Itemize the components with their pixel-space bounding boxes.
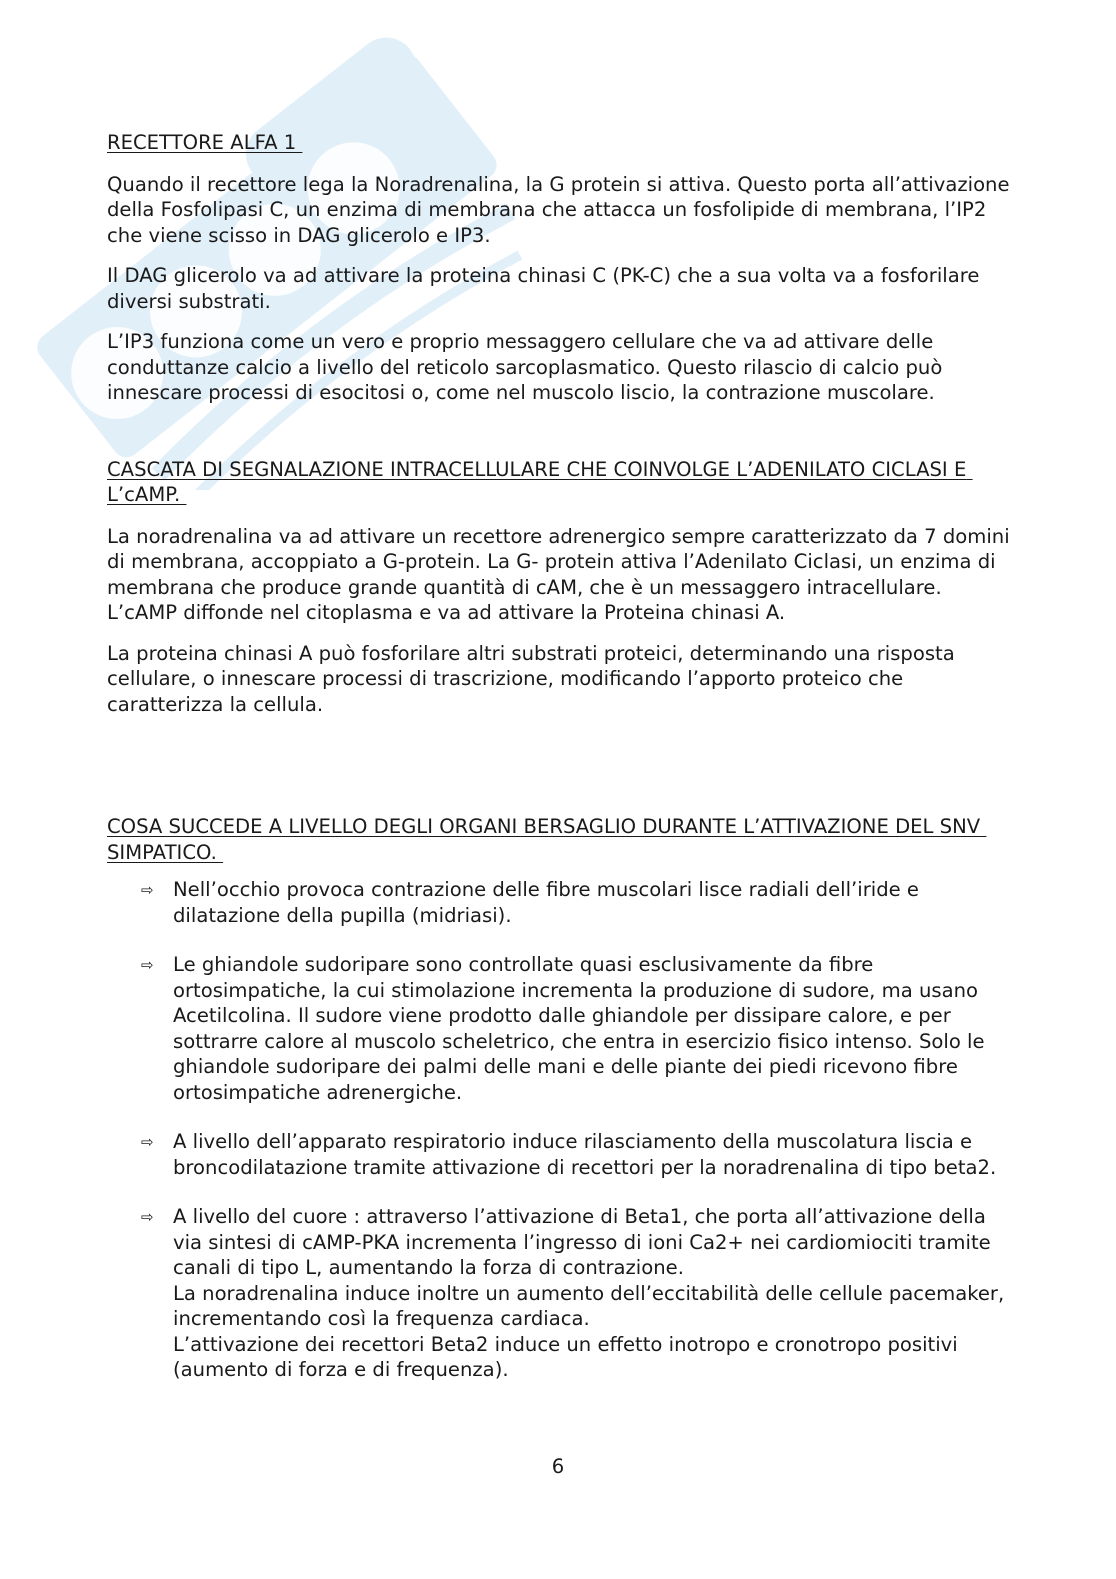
list-item: [107, 1129, 1012, 1180]
list-item-text: A livello dell’apparato respiratorio induce rilasciamento della muscolatura liscia e broncodilatazione tramite attivazione di recettori per la noradrenalina di tipo beta2.: [173, 1130, 997, 1179]
list-item: [107, 877, 1012, 928]
paragraph: La noradrenalina va ad attivare un recettore adrenergico sempre caratterizzato da 7 domini di membrana, accoppiato a G-protein. La G- protein attiva l’Adenilato Ciclasi, un enzima di membrana che produce grande quantità di cAM, che è un messaggero intracellulare. L’cAMP diffonde nel citoplasma e va ad attivare la Proteina chinasi A.: [107, 524, 1010, 624]
section-heading: CASCATA DI SEGNALAZIONE INTRACELLULARE CHE COINVOLGE L’ADENILATO CICLASI E L’cAMP.: [107, 457, 973, 506]
arrow-right-icon: ⇨: [141, 1208, 154, 1226]
section-recettore-alfa: [107, 130, 1012, 406]
paragraph: La proteina chinasi A può fosforilare altri substrati proteici, determinando una risposta cellulare, o innescare processi di trascrizione, modificando l’apporto proteico che caratterizza la cellula.: [107, 641, 955, 716]
section-heading: COSA SUCCEDE A LIVELLO DEGLI ORGANI BERSAGLIO DURANTE L’ATTIVAZIONE DEL SNV SIMPATICO.: [107, 815, 987, 864]
page-number: 6: [551, 1455, 565, 1478]
list-item: [107, 1204, 1012, 1383]
section-cascata-segnalazione: [107, 457, 1012, 718]
arrow-right-icon: ⇨: [141, 956, 154, 974]
list-item-text: A livello del cuore : attraverso l’attivazione di Beta1, che porta all’attivazione della via sintesi di cAMP-PKA incrementa l’ingresso di ioni Ca2+ nei cardiomiociti tramite canali di tipo L, aumentando la forza di contrazione.: [173, 1205, 991, 1279]
arrow-right-icon: ⇨: [141, 1133, 154, 1151]
list-item-text: L’attivazione dei recettori Beta2 induce un effetto inotropo e cronotropo positivi (aumento di forza e di frequenza).: [173, 1332, 958, 1381]
list-item: [107, 952, 1012, 1105]
paragraph: Il DAG glicerolo va ad attivare la proteina chinasi C (PK-C) che a sua volta va a fosforilare diversi substrati.: [107, 264, 980, 313]
section-heading: RECETTORE ALFA 1: [107, 131, 303, 154]
section-organi-bersaglio: [107, 814, 1012, 1383]
list-item-text: La noradrenalina induce inoltre un aumento dell’eccitabilità delle cellule pacemaker, incrementando così la frequenza cardiaca.: [173, 1281, 1005, 1330]
list-item-text: Le ghiandole sudoripare sono controllate quasi esclusivamente da fibre ortosimpatiche, la cui stimolazione incrementa la produzione di sudore, ma usano Acetilcolina. Il sudore viene prodotto dalle ghiandole per dissipare calore, e per sottrarre calore al muscolo scheletrico, che entra in esercizio fisico intenso. Solo le ghiandole sudoripare dei palmi delle mani e delle piante dei piedi ricevono fibre ortosimpatiche adrenergiche.: [173, 953, 985, 1104]
page-content: [107, 130, 1012, 1383]
paragraph: Quando il recettore lega la Noradrenalina, la G protein si attiva. Questo porta all’attivazione della Fosfolipasi C, un enzima di membrana che attacca un fosfolipide di membrana, l’IP2 che viene scisso in DAG glicerolo e IP3.: [107, 172, 1010, 247]
paragraph: L’IP3 funziona come un vero e proprio messaggero cellulare che va ad attivare delle conduttanze calcio a livello del reticolo sarcoplasmatico. Questo rilascio di calcio può innescare processi di esocitosi o, come nel muscolo liscio, la contrazione muscolare.: [107, 330, 943, 404]
arrow-right-icon: ⇨: [141, 881, 154, 899]
bullet-list: [107, 877, 1012, 1383]
list-item-text: Nell’occhio provoca contrazione delle fibre muscolari lisce radiali dell’iride e dilatazione della pupilla (midriasi).: [173, 878, 919, 927]
